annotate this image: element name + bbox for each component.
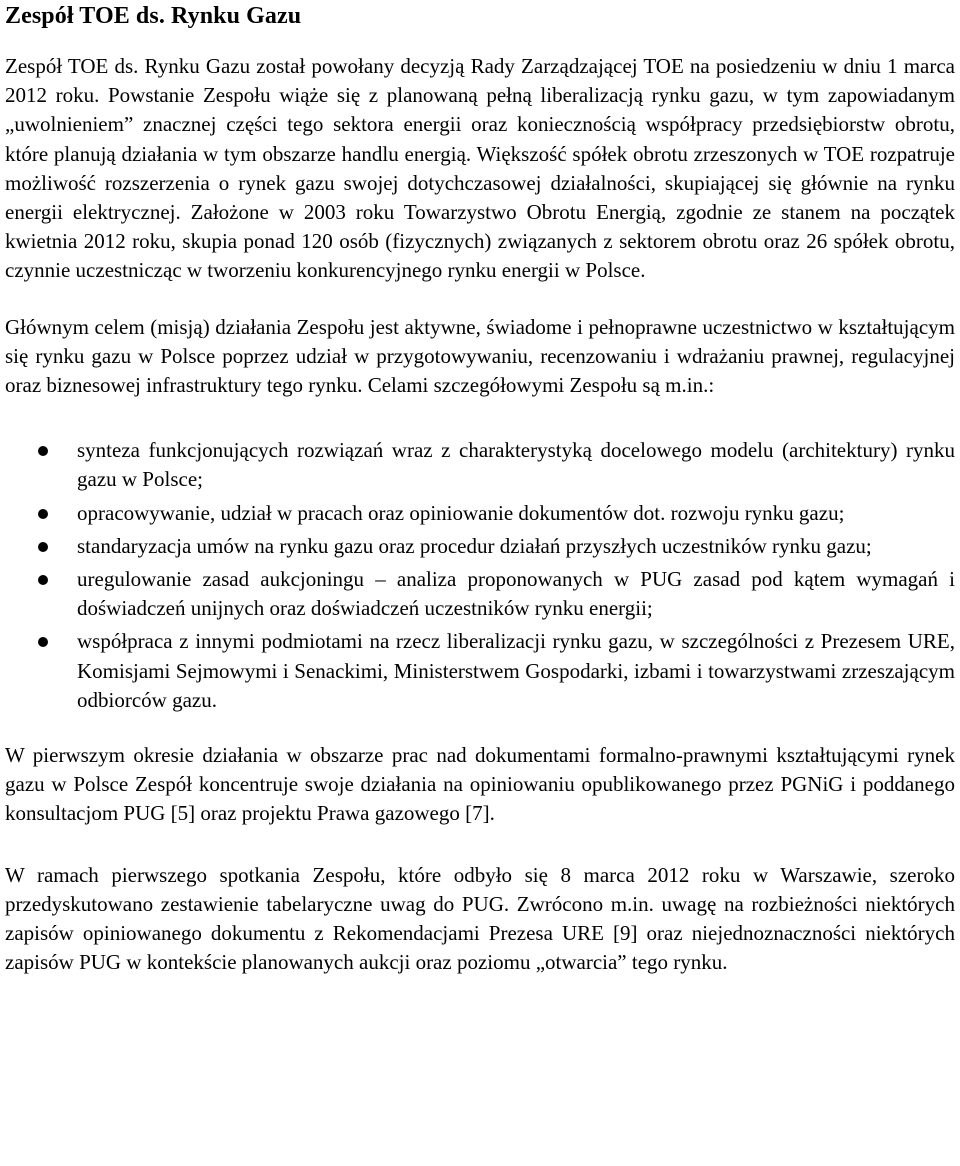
document-page: [5, 0, 955, 977]
page-title: Zespół TOE ds. Rynku Gazu: [5, 3, 302, 29]
list-item-text: współpraca z innymi podmiotami na rzecz liberalizacji rynku gazu, w szczególności z Prezesem URE, Komisjami Sejmowymi i Senackimi, Ministerstwem Gospodarki, izbami i towarzystwami zrzeszającym odbiorców gazu.: [77, 629, 955, 712]
bullet-icon: [38, 509, 48, 519]
list-item-text: uregulowanie zasad aukcjoningu – analiza proponowanych w PUG zasad pod kątem wymagań i doświadczeń unijnych oraz doświadczeń uczestników rynku energii;: [77, 567, 955, 621]
bullet-icon: [38, 542, 48, 552]
list-item-text: opracowywanie, udział w pracach oraz opiniowanie dokumentów dot. rozwoju rynku gazu;: [77, 500, 845, 525]
first-period-paragraph: W pierwszym okresie działania w obszarze prac nad dokumentami formalno-prawnymi kształtującymi rynek gazu w Polsce Zespół koncentruje swoje działania na opiniowaniu opublikowanego przez PGNiG i poddanego konsultacjom PUG [5] oraz projektu Prawa gazowego [7].: [5, 743, 955, 826]
list-item: [5, 436, 955, 494]
list-item-text: standaryzacja umów na rynku gazu oraz procedur działań przyszłych uczestników rynku gazu;: [77, 533, 872, 558]
bullet-icon: [38, 575, 48, 585]
list-item: [5, 627, 955, 715]
list-item-text: synteza funkcjonujących rozwiązań wraz z charakterystyką docelowego modelu (architektury) rynku gazu w Polsce;: [77, 438, 955, 492]
goals-list: [5, 436, 955, 715]
list-item: [5, 532, 955, 561]
list-item: [5, 565, 955, 623]
first-meeting-paragraph: W ramach pierwszego spotkania Zespołu, które odbyło się 8 marca 2012 roku w Warszawie, szeroko przedyskutowano zestawienie tabelaryczne uwag do PUG. Zwrócono m.in. uwagę na rozbieżności niektórych zapisów opiniowanego dokumentu z Rekomendacjami Prezesa URE [9] oraz niejednoznaczności niektórych zapisów PUG w kontekście planowanych aukcji oraz poziomu „otwarcia” tego rynku.: [5, 862, 955, 975]
list-item: [5, 499, 955, 528]
bullet-icon: [38, 446, 48, 456]
mission-paragraph: Głównym celem (misją) działania Zespołu jest aktywne, świadome i pełnoprawne uczestnictwo w kształtującym się rynku gazu w Polsce poprzez udział w przygotowywaniu, recenzowaniu i wdrażaniu prawnej, regulacyjnej oraz biznesowej infrastruktury tego rynku. Celami szczegółowymi Zespołu są m.in.:: [5, 314, 955, 398]
intro-paragraph: Zespół TOE ds. Rynku Gazu został powołany decyzją Rady Zarządzającej TOE na posiedzeniu w dniu 1 marca 2012 roku. Powstanie Zespołu wiąże się z planowaną pełną liberalizacją rynku gazu, w tym zapowiadanym „uwolnieniem” znacznej części tego sektora energii oraz koniecznością współpracy przedsiębiorstw obrotu, które planują działania w tym obszarze handlu energią. Większość spółek obrotu zrzeszonych w TOE rozpatruje możliwość rozszerzenia o rynek gazu swojej dotychczasowej działalności, skupiającej się głównie na rynku energii elektrycznej. Założone w 2003 roku Towarzystwo Obrotu Energią, zgodnie ze stanem na początek kwietnia 2012 roku, skupia ponad 120 osób (fizycznych) związanych z sektorem obrotu oraz 26 spółek obrotu, czynnie uczestnicząc w tworzeniu konkurencyjnego rynku energii w Polsce.: [5, 54, 955, 283]
bullet-icon: [38, 637, 48, 647]
